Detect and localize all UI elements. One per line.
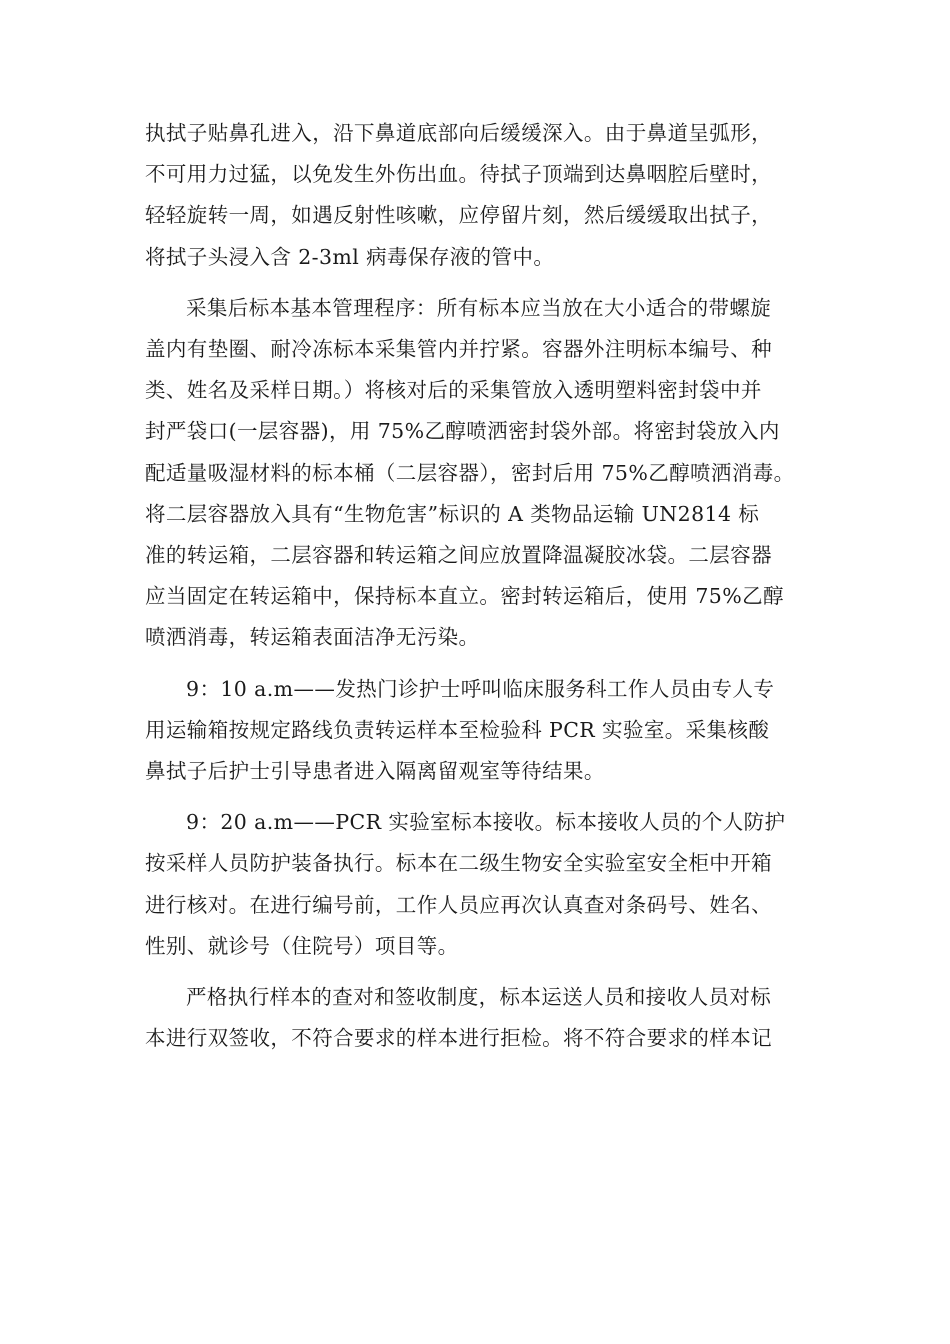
paragraph-swab-procedure <box>145 113 809 278</box>
text-line: 9：10 a.m——发热门诊护士呼叫临床服务科工作人员由专人专 <box>186 676 775 701</box>
text-line: 类、姓名及采样日期。）将核对后的采集管放入透明塑料密封袋中并 <box>145 378 762 403</box>
text-line: 性别、就诊号（住院号）项目等。 <box>145 933 459 958</box>
text-line: 进行核对。在进行编号前，工作人员应再次认真查对条码号、姓名、 <box>145 892 772 917</box>
text-line: 应当固定在转运箱中，保持标本直立。密封转运箱后，使用 75%乙醇 <box>145 584 784 609</box>
text-line: 准的转运箱，二层容器和转运箱之间应放置降温凝胶冰袋。二层容器 <box>145 543 772 568</box>
text-line: 9：20 a.m——PCR 实验室标本接收。标本接收人员的个人防护 <box>186 810 786 835</box>
text-line: 封严袋口(一层容器)，用 75%乙醇喷洒密封袋外部。将密封袋放入内 <box>145 419 780 444</box>
text-line: 执拭子贴鼻孔进入，沿下鼻道底部向后缓缓深入。由于鼻道呈弧形， <box>145 121 772 145</box>
text-line: 鼻拭子后护士引导患者进入隔离留观室等待结果。 <box>145 759 605 784</box>
text-line: 采集后标本基本管理程序：所有标本应当放在大小适合的带螺旋 <box>186 295 772 320</box>
paragraph-specimen-management <box>145 288 809 659</box>
text-line: 用运输箱按规定路线负责转运样本至检验科 PCR 实验室。采集核酸 <box>145 717 770 742</box>
text-line: 盖内有垫圈、耐冷冻标本采集管内并拧紧。容器外注明标本编号、种 <box>145 337 772 362</box>
paragraph-reception-0920 <box>145 802 809 967</box>
text-line: 将二层容器放入具有“生物危害”标识的 A 类物品运输 UN2814 标 <box>145 501 760 526</box>
text-line: 轻轻旋转一周，如遇反射性咳嗽，应停留片刻，然后缓缓取出拭子， <box>145 203 772 228</box>
text-line: 喷洒消毒，转运箱表面洁净无污染。 <box>145 625 480 650</box>
document-body <box>145 113 809 1069</box>
paragraph-transport-0910 <box>145 669 809 793</box>
text-line: 不可用力过猛，以免发生外伤出血。待拭子顶端到达鼻咽腔后壁时， <box>145 162 772 187</box>
text-line: 严格执行样本的查对和签收制度，标本运送人员和接收人员对标 <box>186 985 772 1010</box>
text-line: 按采样人员防护装备执行。标本在二级生物安全实验室安全柜中开箱 <box>145 851 772 876</box>
text-line: 本进行双签收，不符合要求的样本进行拒检。将不符合要求的样本记 <box>145 1026 772 1051</box>
text-line: 配适量吸湿材料的标本桶（二层容器），密封后用 75%乙醇喷洒消毒。 <box>145 460 795 485</box>
paragraph-sign-off <box>145 977 809 1059</box>
text-line: 将拭子头浸入含 2-3ml 病毒保存液的管中。 <box>145 244 555 269</box>
